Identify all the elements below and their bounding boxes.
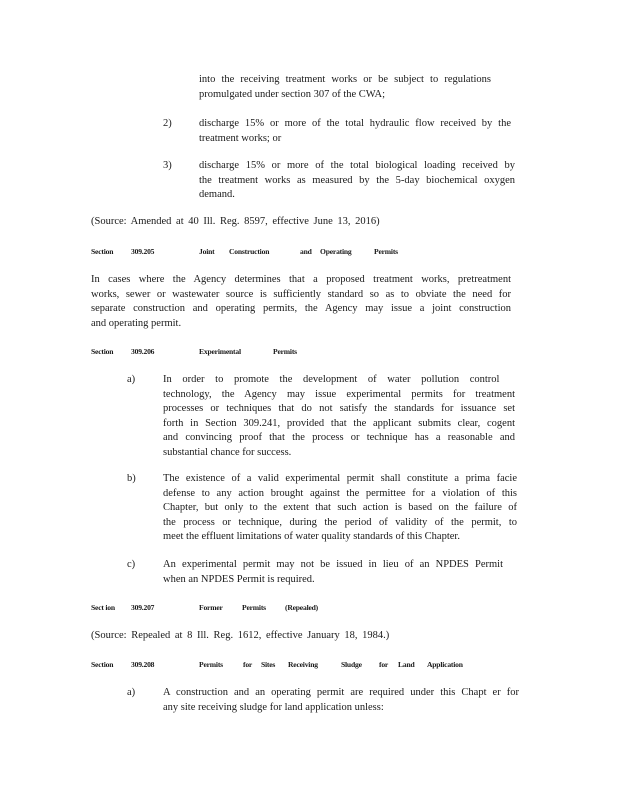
text-line: and convincing proof that the process or technique has a reasonable and [163,432,515,444]
section-title-word: Land [398,660,415,669]
section-number: 309.206 [131,347,155,356]
section-title-word: Permits [199,660,223,669]
section-label: Section [91,660,114,669]
section-heading [91,347,511,357]
section-title-word: for [379,660,389,669]
item-number: a) [127,687,136,698]
section-title-word: Joint [199,247,215,256]
item-text [199,159,515,203]
text-line: meet the effluent limitations of water quality standards of this Chapter. [163,531,460,543]
text-line: when an NPDES Permit is required. [163,573,315,585]
section-label: Section [91,247,114,256]
continued-item-text [199,73,491,102]
section-title-word: Construction [229,247,270,256]
item-number: b) [127,473,136,484]
section-title-word: for [243,660,253,669]
text-line: promulgated under section 307 of the CWA; [199,88,386,100]
text-line: demand. [199,189,235,201]
section-paragraph [91,273,511,331]
section-title-word: Sludge [341,660,362,669]
item-number: 3) [163,160,172,171]
item-number: c) [127,559,136,570]
text-line: into the receiving treatment works or be subject to regulations [199,74,491,85]
text-line: any site receiving sludge for land application unless: [163,701,384,713]
section-title-word: Permits [273,347,297,356]
item-number: a) [127,374,136,385]
text-line: discharge 15% or more of the total biological loading received by [199,160,515,171]
text-line: and operating permit. [91,317,182,329]
section-number: 309.205 [131,247,155,256]
item-text [163,558,503,587]
section-title-word: and [300,247,312,256]
section-title-word: Experimental [199,347,241,356]
text-line: An experimental permit may not be issued in lieu of an NPDES Permit [163,559,503,570]
section-title-word: Permits [242,603,266,612]
text-line: treatment works; or [199,132,282,144]
section-label: Section [91,347,114,356]
section-title-word: (Repealed) [285,603,319,612]
text-line: works, sewer or wastewater source is sufficiently standard so as to obviate the need for [91,288,511,300]
section-title-word: Operating [320,247,352,256]
text-line: The existence of a valid experimental permit shall constitute a prima facie [163,473,517,484]
text-line: forth in Section 309.241, provided that the applicant submits clear, cogent [163,417,515,429]
text-line: A construction and an operating permit are required under this Chapt er for [163,687,519,698]
source-note: (Source: Repealed at 8 Ill. Reg. 1612, effective January 18, 1984.) [91,630,390,641]
section-number: 309.207 [131,603,155,612]
section-label: Sect ion [91,603,115,612]
text-line: substantial chance for success. [163,446,292,458]
text-line: separate construction and operating permits, the Agency may issue a joint construction [91,303,511,315]
text-line: In cases where the Agency determines that a proposed treatment works, pretreatment [91,274,511,285]
text-line: technology, the Agency may issue experimental permits for treatment [163,388,515,400]
section-heading [91,603,511,613]
item-number: 2) [163,118,172,129]
text-line: processes or techniques that do not satisfy the standards for issuance set [163,403,515,415]
section-heading [91,247,511,257]
section-title-word: Application [427,660,463,669]
text-line: Chapter, but only to the extent that such action is based on the failure of [163,502,517,514]
item-text [163,472,517,545]
item-text [163,686,519,715]
section-title-word: Sites [261,660,276,669]
item-text [163,373,515,461]
text-line: the process or technique, during the period of validity of the permit, to [163,516,517,528]
text-line: In order to promote the development of water pollution control [163,374,500,385]
text-line: the treatment works as measured by the 5-day biochemical oxygen [199,174,515,186]
section-title-word: Permits [374,247,398,256]
section-number: 309.208 [131,660,155,669]
text-line: defense to any action brought against the permittee for a violation of this [163,487,517,499]
text-line: discharge 15% or more of the total hydraulic flow received by the [199,118,511,129]
source-note: (Source: Amended at 40 Ill. Reg. 8597, effective June 13, 2016) [91,216,380,227]
section-title-word: Former [199,603,223,612]
item-text [199,117,511,146]
section-title-word: Receiving [288,660,318,669]
section-heading [91,660,531,670]
